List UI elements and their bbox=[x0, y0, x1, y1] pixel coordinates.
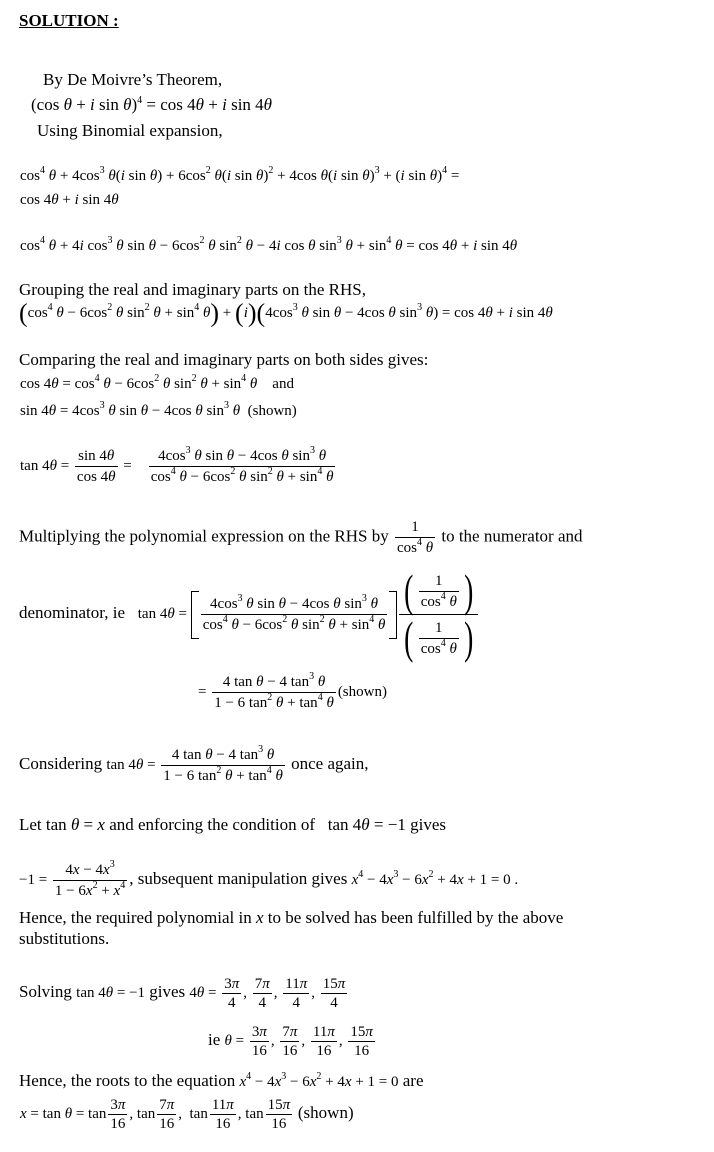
multiplying-line: Multiplying the polynomial expression on the RHS by $\frac{1}{\cos^4 \theta}$ to the numerator and bbox=[19, 519, 583, 556]
solving-text: Solving bbox=[19, 981, 72, 1001]
hence-text: Hence, the required polynomial in bbox=[19, 908, 252, 927]
let-text-mid: and enforcing the condition of bbox=[109, 815, 316, 834]
let-text-end: gives bbox=[410, 815, 446, 834]
real-part-equation: $\cos 4\theta = \cos^4 \theta - 6\cos^2$ θ $\sin^2 \theta + \sin^4 \theta$ and bbox=[20, 373, 294, 392]
denominator-ie-text: denominator, ie bbox=[19, 602, 126, 622]
hence-roots-text: Hence, the roots to the equation bbox=[19, 1071, 236, 1090]
polynomial-derivation-line: −1 = $\frac{4x - 4x^3}{1 - 6x^2 + x^4}$ , subsequent manipulation gives $x^4 - 4x^3 - 6x^2 + 4x + 1 = 0$ . bbox=[19, 859, 519, 899]
shown-label: (shown) bbox=[247, 403, 297, 419]
let-line: Let tan θ = x and enforcing the condition of tan 4θ = −1 gives bbox=[19, 815, 446, 834]
binomial-expansion-line2: cos 4θ + i sin 4θ bbox=[20, 192, 119, 208]
and-label: and bbox=[272, 376, 294, 392]
grouped-equation: ($\cos^4$ $\theta - 6\cos^2$ θ $\sin^2 \theta + \sin^4 \theta) + (i)(4\cos^3$ θ sin θ − 4cos θ $\sin^3 \theta) = \cos 4\theta + i$ sin 4θ bbox=[19, 298, 553, 328]
matrix-line: denominator, ie tan 4θ = $\frac{4\cos^3 \theta \sin \theta - 4\cos \theta \sin^3 \theta}{\cos^4 \theta - 6\cos^2 \theta \sin^2 \theta + \sin^4 \theta}$ ( $\frac{1}{\cos^4 \theta}$ ) ( $\frac{1}{\cos^4 \theta}$ ) bbox=[19, 568, 480, 661]
hence-roots-line: Hence, the roots to the equation $x^4 - 4x^3 - 6x^2 + 4x + 1 = 0$ are bbox=[19, 1071, 424, 1090]
intro-theorem: By De Moivre’s Theorem, bbox=[43, 70, 223, 89]
ie-text: ie bbox=[208, 1029, 221, 1049]
intro-binomial: Using Binomial expansion, bbox=[37, 121, 223, 140]
de-moivre-equation: (cos θ + i sin θ)$^4$ = cos 4θ + i sin 4θ bbox=[31, 95, 273, 114]
considering-text: Considering bbox=[19, 753, 103, 773]
are-text: are bbox=[402, 1071, 424, 1090]
hence-text-end: to be solved has been fulfilled by the above bbox=[267, 908, 564, 927]
considering-text-end: once again, bbox=[291, 753, 369, 773]
substitutions-text: substitutions. bbox=[19, 929, 110, 948]
tan-ratio-equation: tan 4θ = $\frac{\sin 4\theta}{\cos 4\theta}$ = $\frac{4\cos^3 \theta \sin \theta - 4\cos \theta \sin^3 \theta}{\cos^4 \theta - 6\cos^2 \theta \sin^2 \theta + \sin^4 \theta}$ bbox=[20, 445, 334, 485]
comparing-text: Comparing the real and imaginary parts on both sides gives: bbox=[19, 350, 429, 369]
tan-4theta-result: = $\frac{4 \tan \theta - 4 \tan^3 \theta}{1 - 6 \tan^2 \theta + \tan^4 \theta}$ (shown) bbox=[198, 671, 387, 711]
shown-label: (shown) bbox=[337, 683, 387, 700]
final-roots-equation: x = tan θ = tan $\frac{3\pi}{16}$ , tan $\frac{7\pi}{16}$ , tan $\frac{11\pi}{16}$ , tan $\frac{15\pi}{16}$ (shown) bbox=[20, 1097, 354, 1132]
multiplying-text: Multiplying the polynomial expression on the RHS by bbox=[19, 526, 389, 546]
expanded-equation: $\cos^4 \theta + 4i$ $\cos^3 \theta$ $\sin \theta - 6\cos^2$ θ $\sin^2 \theta - 4i$ cos θ $\sin^3 \theta + \sin^4 \theta = \cos 4\theta + i$ sin 4θ bbox=[20, 235, 518, 254]
solving-text-mid: gives bbox=[149, 981, 186, 1001]
theta-solutions: ie θ = $\frac{3\pi}{16}$ , $\frac{7\pi}{16}$ , $\frac{11\pi}{16}$ , $\frac{15\pi}{16}$ bbox=[208, 1024, 373, 1059]
let-text: Let bbox=[19, 815, 42, 834]
multiplying-text-end: to the numerator and bbox=[441, 526, 583, 546]
hence-polynomial-line: Hence, the required polynomial in x to be solved has been fulfilled by the above bbox=[19, 908, 564, 927]
imaginary-part-equation: $\sin 4\theta = 4\cos^3$ θ sin θ − 4cos θ $\sin^3 \theta$ (shown) bbox=[20, 400, 297, 419]
grouping-text: Grouping the real and imaginary parts on the RHS, bbox=[19, 280, 367, 299]
shown-label: (shown) bbox=[297, 1102, 354, 1122]
subsequent-text: , subsequent manipulation gives bbox=[129, 868, 348, 888]
solving-line: Solving tan 4θ = −1 gives 4θ = $\frac{3\pi}{4}$ , $\frac{7\pi}{4}$ , $\frac{11\pi}{4}$ , $\frac{15\pi}{4}$ bbox=[19, 976, 346, 1011]
considering-line: Considering tan 4θ = $\frac{4 \tan \theta - 4 \tan^3 \theta}{1 - 6 \tan^2 \theta + \tan^4 \theta}$ once again, bbox=[19, 744, 369, 784]
page-title: SOLUTION : bbox=[19, 11, 119, 30]
binomial-expansion-line1: $\cos^4 \theta + 4\cos^3$ θ(i $\sin \theta) + 6\cos^2$ θ(i sin θ)$^2$ + 4cos θ(i sin θ)$^3$ + (i sin θ)$^4$ = bbox=[20, 165, 460, 184]
